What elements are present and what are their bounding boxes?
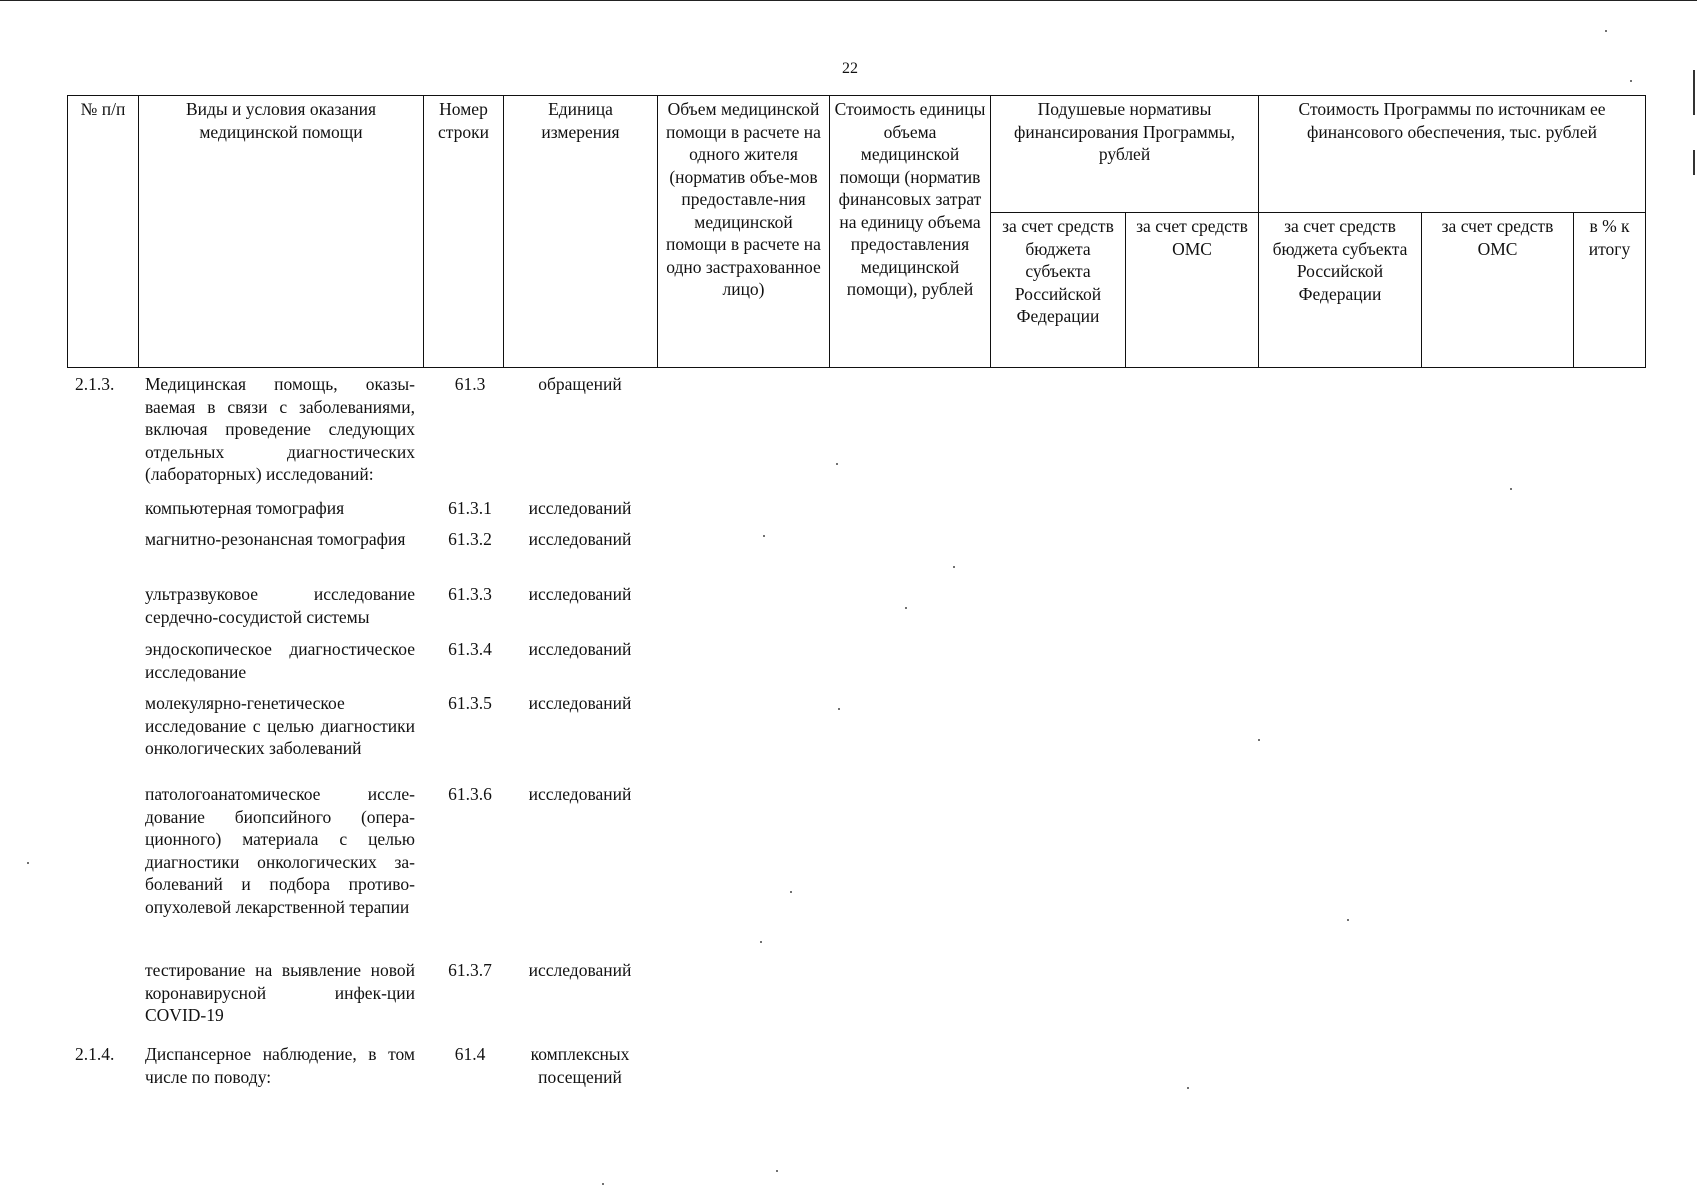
scan-speck (27, 862, 29, 864)
scan-speck (1630, 80, 1632, 82)
row-line-number: 61.3.5 (448, 693, 492, 713)
header-col-number: № п/п (68, 96, 139, 368)
row-name: Медицинская помощь, оказы-ваемая в связи с заболеваниями, включая проведение следующих отдельных диагностических (лабораторных) исследований: (145, 374, 415, 484)
row-unit: исследований (528, 693, 632, 713)
scan-speck (776, 1170, 778, 1172)
scan-speck (838, 708, 840, 710)
row-line-number: 61.3.7 (448, 960, 492, 980)
row-line-number: 61.3.2 (448, 529, 492, 549)
header-col-unit-cost: Стоимость единицы объема медицинской помощи (норматив финансовых затрат на единицу объема предоставления медицинской помощи), рублей (830, 96, 991, 368)
scan-speck (763, 535, 765, 537)
row-unit: комплексных посещений (530, 1044, 630, 1087)
row-line-number: 61.3.1 (448, 498, 492, 518)
header-cost-percent: в % к итогу (1574, 213, 1646, 368)
row-name: тестирование на выявление новой коронавирусной инфек-ции COVID-19 (145, 960, 415, 1025)
page-top-border (0, 0, 1697, 1)
header-cost-budget: за счет средств бюджета субъекта Российской Федерации (1259, 213, 1422, 368)
scan-speck (1258, 739, 1260, 741)
scan-speck (1605, 30, 1607, 32)
header-cost-oms: за счет средств ОМС (1422, 213, 1574, 368)
scan-speck (905, 607, 907, 609)
row-unit: исследований (528, 529, 632, 549)
row-line-number: 61.3 (454, 374, 486, 394)
scan-edge-mark (1693, 150, 1695, 175)
header-group-per-capita: Подушевые нормативы финансирования Программы, рублей (991, 96, 1259, 213)
header-table (67, 95, 1646, 368)
row-line-number: 61.4 (454, 1044, 486, 1064)
scan-speck (602, 1183, 604, 1185)
row-unit: исследований (528, 498, 632, 518)
row-unit: исследований (528, 639, 632, 659)
scan-edge-mark (1693, 70, 1695, 115)
row-number: 2.1.3. (75, 374, 115, 394)
scan-speck (790, 891, 792, 893)
scan-speck (953, 566, 955, 568)
row-number: 2.1.4. (75, 1044, 115, 1064)
scan-speck (1347, 919, 1349, 921)
row-line-number: 61.3.4 (448, 639, 492, 659)
row-line-number: 61.3.3 (448, 584, 492, 604)
row-unit: исследований (528, 960, 632, 980)
scan-speck (1187, 1087, 1189, 1089)
row-name: молекулярно-генетическое исследование с целью диагностики онкологических заболеваний (145, 693, 415, 758)
header-col-care-types: Виды и условия оказания медицинской помощи (139, 96, 424, 368)
row-name: магнитно-резонансная томография (145, 529, 406, 549)
scan-speck (760, 941, 762, 943)
header-col-row-number: Номер строки (424, 96, 504, 368)
header-group-program-cost: Стоимость Программы по источникам ее финансового обеспечения, тыс. рублей (1259, 96, 1646, 213)
scan-speck (836, 463, 838, 465)
header-pc-budget: за счет средств бюджета субъекта Российской Федерации (991, 213, 1126, 368)
header-pc-oms: за счет средств ОМС (1126, 213, 1259, 368)
scan-speck (1510, 488, 1512, 490)
row-name: Диспансерное наблюдение, в том числе по поводу: (145, 1044, 415, 1087)
row-unit: обращений (538, 374, 622, 394)
header-col-volume: Объем медицинской помощи в расчете на одного жителя (норматив объе-мов предоставле-ния медицинской помощи в расчете на одно застрахованное лицо) (658, 96, 830, 368)
header-col-unit: Единица измерения (504, 96, 658, 368)
row-name: эндоскопическое диагностическое исследование (145, 639, 415, 682)
page-number: 22 (842, 60, 858, 77)
row-unit: исследований (528, 584, 632, 604)
row-line-number: 61.3.6 (448, 784, 492, 804)
row-name: ультразвуковое исследование сердечно-сосудистой системы (145, 584, 415, 627)
row-unit: исследований (528, 784, 632, 804)
row-name: патологоанатомическое иссле-дование биопсийного (опера-ционного) материала с целью диагностики онкологических за-болеваний и подбора противо-опухолевой лекарственной терапии (145, 784, 415, 917)
row-name: компьютерная томография (145, 498, 345, 518)
